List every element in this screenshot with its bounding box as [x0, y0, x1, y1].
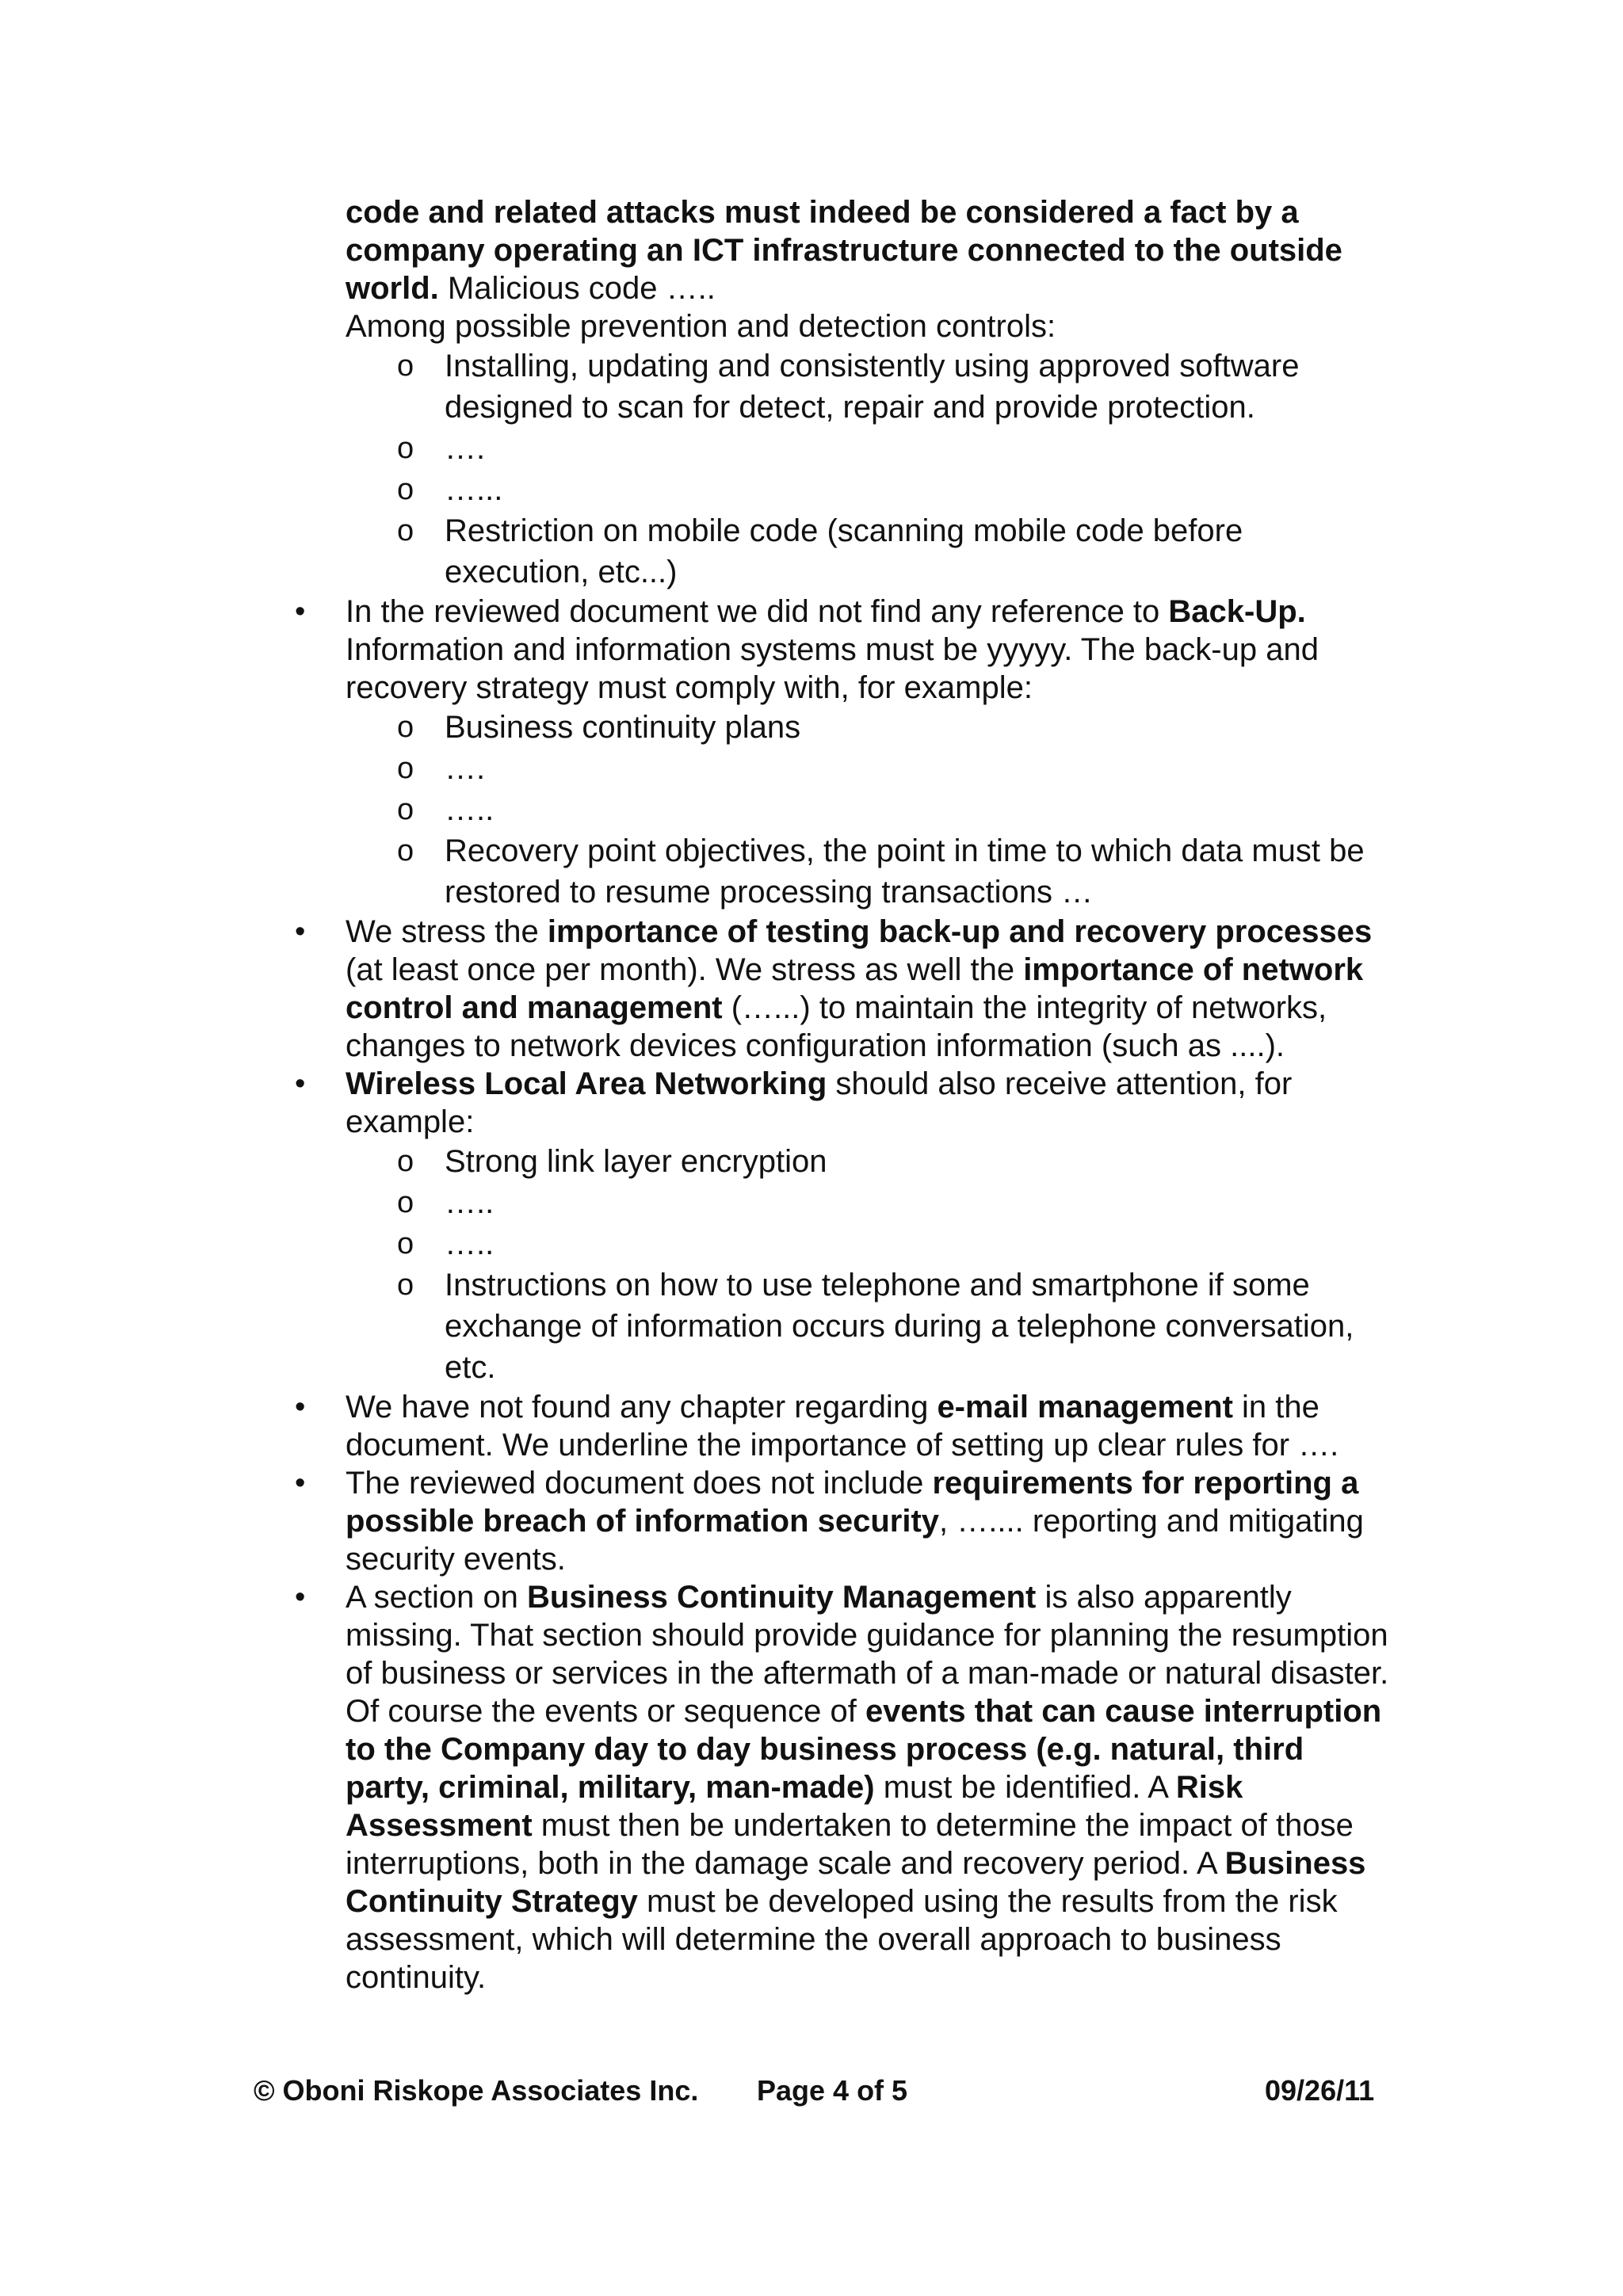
bullet-wireless — [0, 1065, 1392, 1141]
list-item — [0, 1223, 1396, 1264]
list-item-text: ….. — [445, 792, 495, 827]
bold-text: Wireless Local Area Networking — [346, 1066, 827, 1101]
sub-bullet-icon: o — [397, 1186, 414, 1219]
sub-bullet-icon: o — [397, 1268, 414, 1302]
bold-text: Risk Assessment — [346, 1770, 1243, 1843]
bullet-icon: • — [295, 1466, 306, 1500]
bold-text: events that can cause interruption to the Company day to day business process (e.g. natural, third party, criminal, military, man-made) — [346, 1694, 1382, 1805]
list-item — [0, 510, 1396, 593]
list-item — [0, 830, 1396, 913]
sub-bullet-icon: o — [397, 793, 414, 826]
list-item — [0, 345, 1396, 428]
text: is also apparently missing. That section should provide guidance for planning the resumption of business or services in the aftermath of a man-made or natural disaster. Of course the events or sequence of — [346, 1580, 1389, 1729]
list-item — [0, 1141, 1396, 1182]
bullet-icon: • — [295, 1067, 306, 1100]
bullet-backup — [0, 593, 1392, 707]
text: We have not found any chapter regarding — [346, 1390, 938, 1425]
list-item — [0, 469, 1396, 510]
text: Malicious code ….. — [438, 271, 716, 306]
list-item-text: Business continuity plans — [445, 710, 801, 745]
list-item-text: Installing, updating and consistently using approved software designed to scan for detect, repair and provide protection. — [445, 349, 1300, 425]
text: in the document. We underline the importance of setting up clear rules for …. — [346, 1390, 1339, 1463]
page-footer — [0, 2074, 1623, 2122]
sub-bullet-icon: o — [397, 752, 414, 785]
list-item-text: …. — [445, 751, 486, 786]
text: We stress the — [346, 914, 548, 949]
text: Among possible prevention and detection controls: — [346, 309, 1056, 344]
text: In the reviewed document we did not find any reference to — [346, 594, 1169, 629]
list-item-text: ….. — [445, 1226, 495, 1261]
bullet-icon: • — [295, 595, 306, 628]
bold-text: importance of testing back-up and recovery processes — [547, 914, 1373, 949]
text: (…...) to maintain the integrity of networks, changes to network devices configuration information (such as ....). — [346, 990, 1327, 1063]
footer-date: 09/26/11 — [1265, 2074, 1375, 2107]
text: must then be undertaken to determine the impact of those interruptions, both in the damage scale and recovery period. A — [346, 1808, 1354, 1881]
sub-bullet-icon: o — [397, 711, 414, 744]
list-item-text: ….. — [445, 1185, 495, 1220]
page-body — [0, 193, 1623, 1997]
bullet-testing-backup — [0, 913, 1392, 1065]
list-item — [0, 748, 1396, 789]
bold-text: Business Continuity Strategy — [346, 1846, 1366, 1919]
text: must be identified. A — [874, 1770, 1176, 1805]
text: (at least once per month). We stress as well the — [346, 952, 1024, 987]
bullet-icon: • — [295, 915, 306, 948]
list-item-text: Restriction on mobile code (scanning mobile code before execution, etc...) — [445, 513, 1243, 589]
sub-bullet-icon: o — [397, 349, 414, 383]
sub-bullet-icon: o — [397, 1145, 414, 1178]
bullet-email-management — [0, 1388, 1392, 1464]
bold-text: Back-Up. — [1168, 594, 1306, 629]
list-item-text: Recovery point objectives, the point in time to which data must be restored to resume processing transactions … — [445, 833, 1365, 910]
bullet-icon: • — [295, 1390, 306, 1424]
bold-text: code and related attacks must indeed be considered a fact by a company operating an ICT infrastructure connected to the outside world. — [346, 195, 1342, 306]
text: A section on — [346, 1580, 528, 1615]
text: must be developed using the results from the risk assessment, which will determine the overall approach to business continuity. — [346, 1884, 1338, 1995]
list-item — [0, 428, 1396, 469]
list-item — [0, 1182, 1396, 1223]
sub-bullet-icon: o — [397, 1227, 414, 1261]
list-item-text: …. — [445, 431, 486, 466]
bold-text: Business Continuity Management — [527, 1580, 1037, 1615]
text: should also receive attention, for example: — [346, 1066, 1293, 1139]
bold-text: requirements for reporting a possible breach of information security — [346, 1466, 1359, 1539]
text: Information and information systems must be yyyyy. The back-up and recovery strategy must comply with, for example: — [346, 632, 1319, 705]
paragraph-controls-intro — [0, 307, 1392, 345]
bold-text: e-mail management — [937, 1390, 1233, 1425]
text: The reviewed document does not include — [346, 1466, 933, 1501]
sub-bullet-icon: o — [397, 473, 414, 506]
list-item-text: Instructions on how to use telephone and smartphone if some exchange of information occurs during a telephone conversation, etc. — [445, 1268, 1354, 1385]
bullet-reporting-breach — [0, 1464, 1392, 1578]
sub-bullet-icon: o — [397, 432, 414, 465]
footer-page-number: Page 4 of 5 — [757, 2074, 908, 2107]
bullet-icon: • — [295, 1581, 306, 1614]
sub-bullet-icon: o — [397, 514, 414, 547]
bullet-business-continuity — [0, 1578, 1392, 1997]
footer-copyright: © Oboni Riskope Associates Inc. — [254, 2074, 699, 2107]
sub-bullet-icon: o — [397, 834, 414, 868]
bold-text: importance of network control and management — [346, 952, 1364, 1025]
list-item-text: …... — [445, 472, 503, 507]
list-item — [0, 1264, 1396, 1388]
text: , ….... reporting and mitigating security events. — [346, 1504, 1364, 1577]
list-item-text: Strong link layer encryption — [445, 1144, 827, 1179]
paragraph-malicious-code — [0, 193, 1392, 307]
list-item — [0, 789, 1396, 830]
list-item — [0, 707, 1396, 748]
